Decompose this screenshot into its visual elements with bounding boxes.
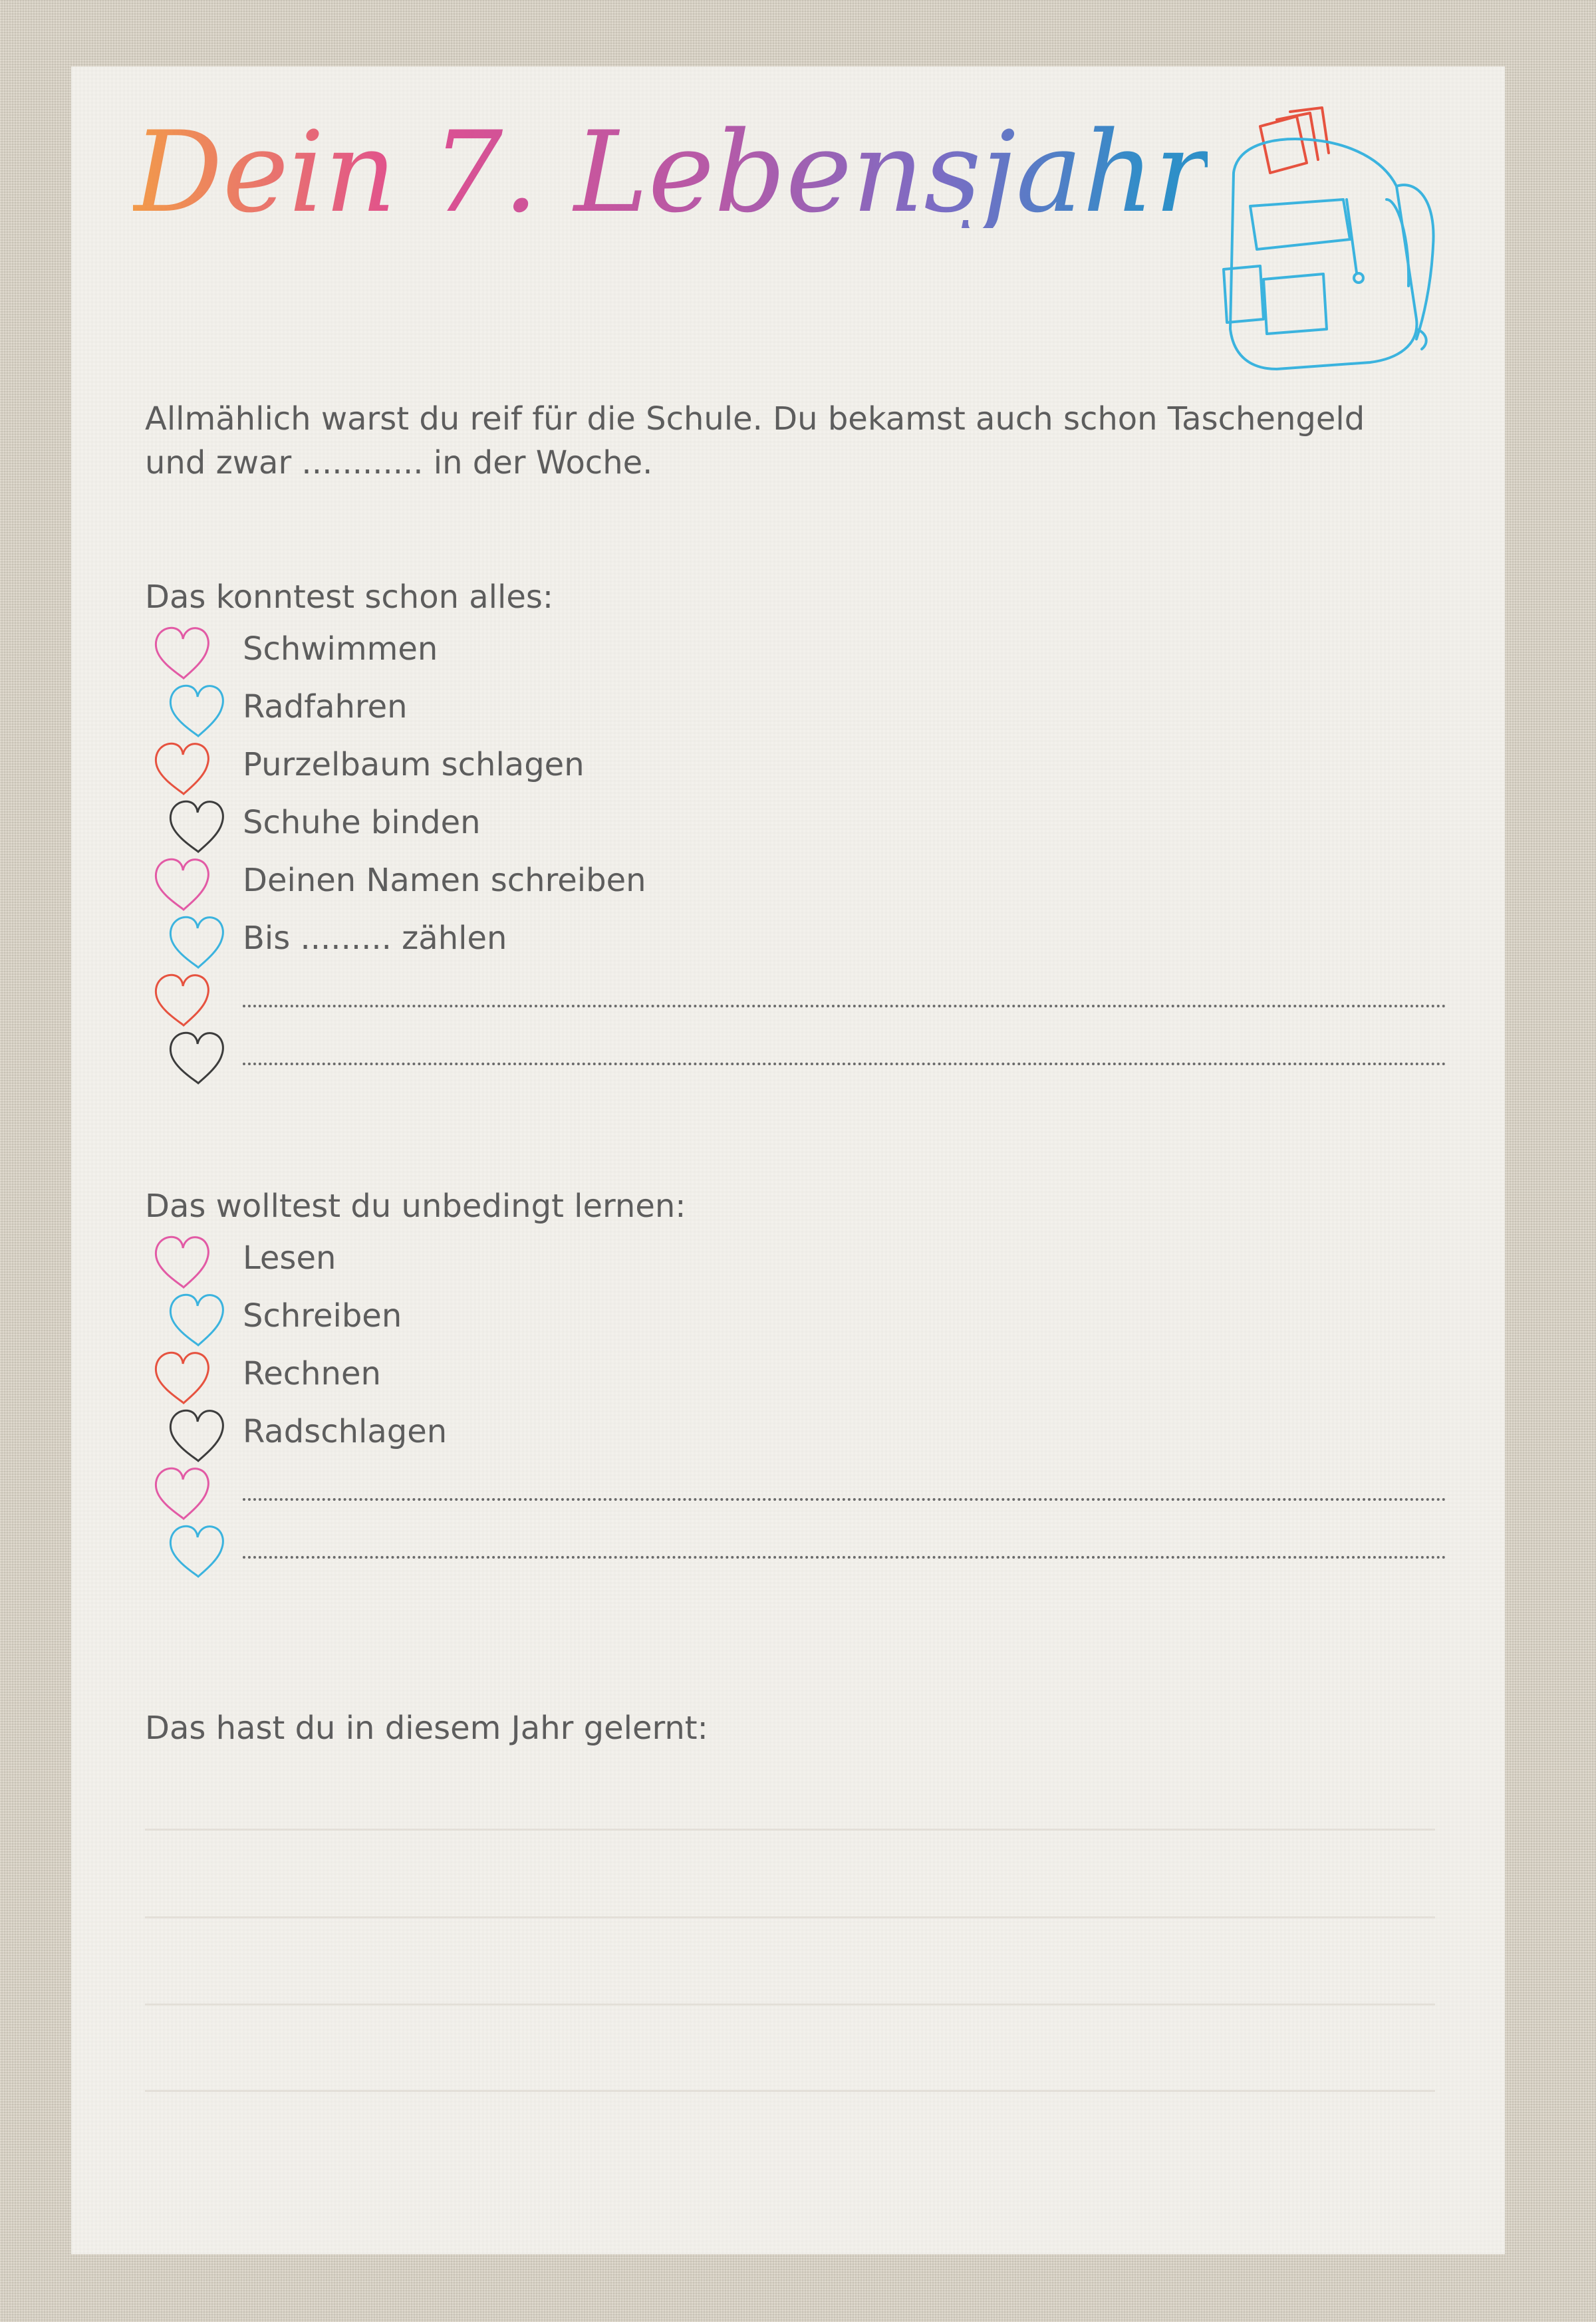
- list-item: [150, 737, 1446, 791]
- writing-line[interactable]: [145, 1916, 1435, 1918]
- intro-text: [145, 397, 1448, 485]
- intro-line-1: Allmählich warst du reif für die Schule. Du bekamst auch schon Taschengeld: [145, 400, 1365, 438]
- list-item: [150, 795, 1446, 848]
- heart-icon: [150, 969, 216, 1035]
- backpack-icon: [1197, 100, 1450, 386]
- list-item: [150, 911, 1446, 964]
- heart-icon: [164, 1520, 231, 1587]
- item-label: Schreiben: [243, 1297, 402, 1335]
- intro-line-2: und zwar ............ in der Woche.: [145, 444, 653, 481]
- list-item: [150, 1347, 1446, 1400]
- section-learn-heading: Das wolltest du unbedingt lernen:: [145, 1188, 686, 1225]
- dotted-fill-line[interactable]: [243, 1498, 1446, 1501]
- section-learned-heading: Das hast du in diesem Jahr gelernt:: [145, 1710, 708, 1747]
- list-item: [150, 1404, 1446, 1458]
- list-item: [150, 1231, 1446, 1284]
- heart-icon: [150, 622, 216, 688]
- list-item: [150, 622, 1446, 675]
- item-label: Radschlagen: [243, 1413, 448, 1450]
- item-label: Schwimmen: [243, 630, 438, 668]
- heart-icon: [164, 1027, 231, 1093]
- list-item: [150, 1289, 1446, 1342]
- page-title: Dein 7. Lebensjahr: [133, 107, 1208, 237]
- worksheet-page: [71, 66, 1505, 2254]
- blank-list-item[interactable]: [150, 1462, 1446, 1515]
- heart-icon: [150, 1231, 216, 1297]
- list-item: [150, 680, 1446, 733]
- dotted-fill-line[interactable]: [243, 1063, 1446, 1065]
- heart-icon: [164, 1289, 231, 1355]
- item-label: Bis ......... zählen: [243, 920, 507, 957]
- heart-icon: [150, 737, 216, 804]
- item-label: Schuhe binden: [243, 804, 481, 841]
- blank-list-item[interactable]: [150, 969, 1446, 1022]
- item-label: Lesen: [243, 1239, 336, 1277]
- item-label: Radfahren: [243, 688, 408, 725]
- heart-icon: [164, 680, 231, 746]
- blank-list-item[interactable]: [150, 1027, 1446, 1080]
- item-label: Rechnen: [243, 1355, 381, 1392]
- writing-line[interactable]: [145, 1829, 1435, 1831]
- heart-icon: [150, 1347, 216, 1413]
- heart-icon: [150, 853, 216, 920]
- heart-icon: [164, 1404, 231, 1471]
- dotted-fill-line[interactable]: [243, 1005, 1446, 1007]
- blank-list-item[interactable]: [150, 1520, 1446, 1573]
- heart-icon: [164, 911, 231, 977]
- section-can-heading: Das konntest schon alles:: [145, 579, 554, 616]
- dotted-fill-line[interactable]: [243, 1556, 1446, 1559]
- heart-icon: [150, 1462, 216, 1529]
- list-item: [150, 853, 1446, 906]
- item-label: Deinen Namen schreiben: [243, 862, 646, 899]
- writing-line[interactable]: [145, 2003, 1435, 2005]
- item-label: Purzelbaum schlagen: [243, 746, 585, 783]
- writing-line[interactable]: [145, 2090, 1435, 2092]
- heart-icon: [164, 795, 231, 862]
